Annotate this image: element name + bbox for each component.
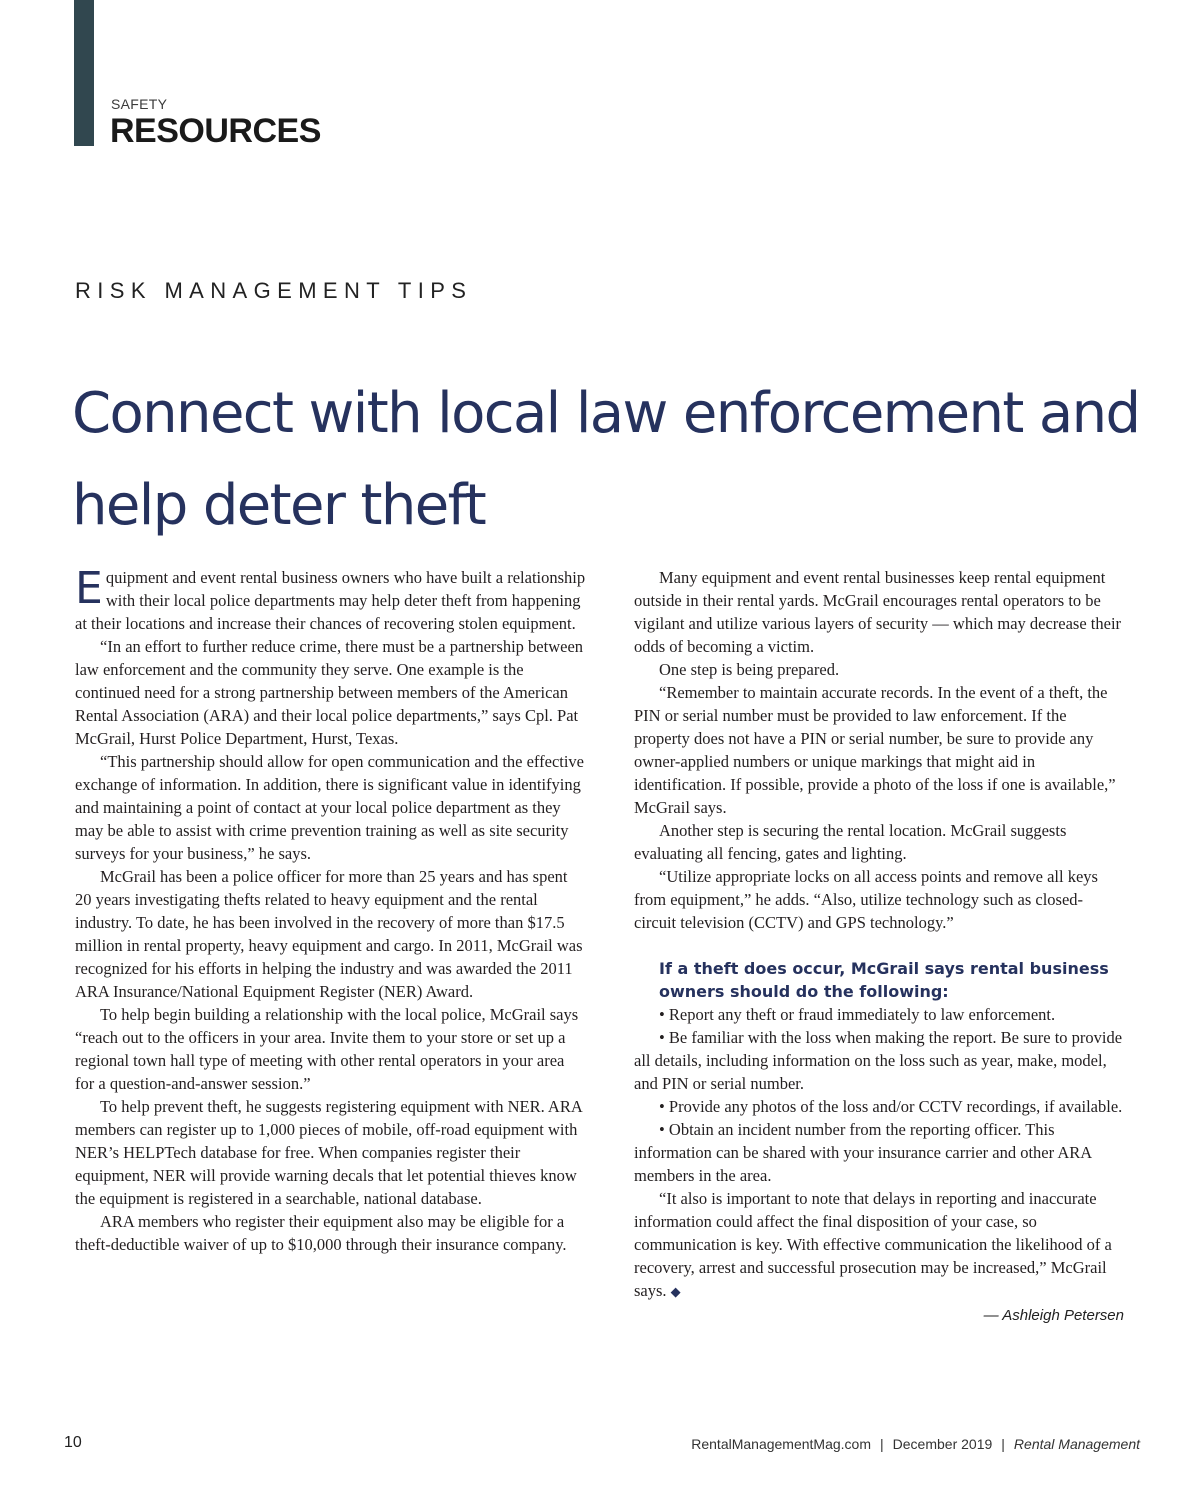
footer-date: December 2019 bbox=[892, 1436, 993, 1452]
body-paragraph: McGrail has been a police officer for more than 25 years and has spent 20 years investigating thefts related to heavy equipment and the rental industry. To date, he has been involved in the recovery of more than $17.5 million in rental property, heavy equipment and cargo. In 2011, McGrail was recognized for his efforts in helping the industry and was awarded the 2011 ARA Insurance/National Equipment Register (NER) Award. bbox=[75, 867, 583, 1001]
bullet-item: • Provide any photos of the loss and/or CCTV recordings, if available. bbox=[659, 1097, 1123, 1116]
bullet-item: • Obtain an incident number from the reporting officer. This information can be shared with your insurance carrier and other ARA members in the area. bbox=[634, 1120, 1092, 1185]
body-paragraph: Another step is securing the rental location. McGrail suggests evaluating all fencing, gates and lighting. bbox=[634, 821, 1067, 863]
tips-subhead: If a theft does occur, McGrail says rental business owners should do the following: bbox=[659, 959, 1109, 1001]
body-paragraph: Many equipment and event rental businesses keep rental equipment outside in their rental yards. McGrail encourages rental operators to be vigilant and utilize various layers of security — which may decrease their odds of becoming a victim. bbox=[634, 568, 1122, 656]
body-paragraph: “Remember to maintain accurate records. In the event of a theft, the PIN or serial number must be provided to law enforcement. If the property does not have a PIN or serial number, be sure to provide any owner-applied numbers or unique markings that might aid in identification. If possible, provide a photo of the loss if one is available,” McGrail says. bbox=[634, 683, 1116, 817]
body-paragraph: To help prevent theft, he suggests registering equipment with NER. ARA members can register up to 1,000 pieces of mobile, off-road equipment with NER’s HELPTech database for free. When companies register their equipment, NER will provide warning decals that let potential thieves know the equipment is registered in a searchable, national database. bbox=[75, 1097, 582, 1208]
footer-separator: | bbox=[880, 1436, 884, 1452]
body-paragraph: “In an effort to further reduce crime, there must be a partnership between law enforcement and the community they serve. One example is the continued need for a strong partnership between members of the American Rental Association (ARA) and their local police departments,” says Cpl. Pat McGrail, Hurst Police Department, Hurst, Texas. bbox=[75, 637, 584, 748]
bullet-item: • Report any theft or fraud immediately to law enforcement. bbox=[659, 1005, 1056, 1024]
bullet-item: • Be familiar with the loss when making the report. Be sure to provide all details, including information on the loss such as year, make, model, and PIN or serial number. bbox=[634, 1028, 1123, 1093]
page-number: 10 bbox=[64, 1434, 82, 1451]
footer-magazine: Rental Management bbox=[1013, 1436, 1140, 1452]
left-column bbox=[75, 563, 587, 1256]
footer-website: RentalManagementMag.com bbox=[691, 1436, 872, 1452]
drop-cap: E bbox=[75, 563, 103, 614]
page-footer bbox=[691, 1436, 1140, 1452]
body-paragraph: To help begin building a relationship with the local police, McGrail says “reach out to the officers in your area. Invite them to your store or set up a regional town hall type of meeting with other rental operators in your area for a question-and-answer session.” bbox=[75, 1005, 579, 1093]
lead-paragraph-text: quipment and event rental business owners who have built a relationship with their local police departments may help deter theft from happening at their locations and increase their chances of recovering stolen equipment. bbox=[75, 568, 586, 633]
footer-separator: | bbox=[1001, 1436, 1005, 1452]
section-title: RESOURCES bbox=[110, 112, 321, 150]
body-paragraph: “This partnership should allow for open communication and the effective exchange of information. In addition, there is significant value in identifying and maintaining a point of contact at your local police department as they may be able to assist with crime prevention training as well as site security surveys for your business,” he says. bbox=[75, 752, 585, 863]
section-label: SAFETY bbox=[111, 96, 168, 112]
article-kicker: RISK MANAGEMENT TIPS bbox=[75, 278, 473, 303]
section-accent-bar bbox=[74, 0, 94, 146]
end-mark-icon: ◆ bbox=[670, 1284, 681, 1299]
closing-paragraph bbox=[634, 1187, 1124, 1303]
byline: — Ashleigh Petersen bbox=[983, 1307, 1124, 1324]
article-headline: Connect with local law enforcement and help deter theft bbox=[72, 381, 1140, 538]
body-paragraph: ARA members who register their equipment also may be eligible for a theft-deductible waiver of up to $10,000 through their insurance company. bbox=[75, 1212, 567, 1254]
right-column bbox=[634, 566, 1124, 1327]
body-paragraph: “Utilize appropriate locks on all access points and remove all keys from equipment,” he adds. “Also, utilize technology such as closed-circuit television (CCTV) and GPS technology.” bbox=[634, 867, 1098, 932]
lead-paragraph bbox=[75, 563, 587, 635]
closing-paragraph-text: “It also is important to note that delays in reporting and inaccurate information could affect the final disposition of your case, so communication is key. With effective communication the likelihood of a recovery, arrest and successful prosecution may be increased,” McGrail says. bbox=[634, 1189, 1112, 1300]
body-paragraph: One step is being prepared. bbox=[659, 660, 840, 679]
